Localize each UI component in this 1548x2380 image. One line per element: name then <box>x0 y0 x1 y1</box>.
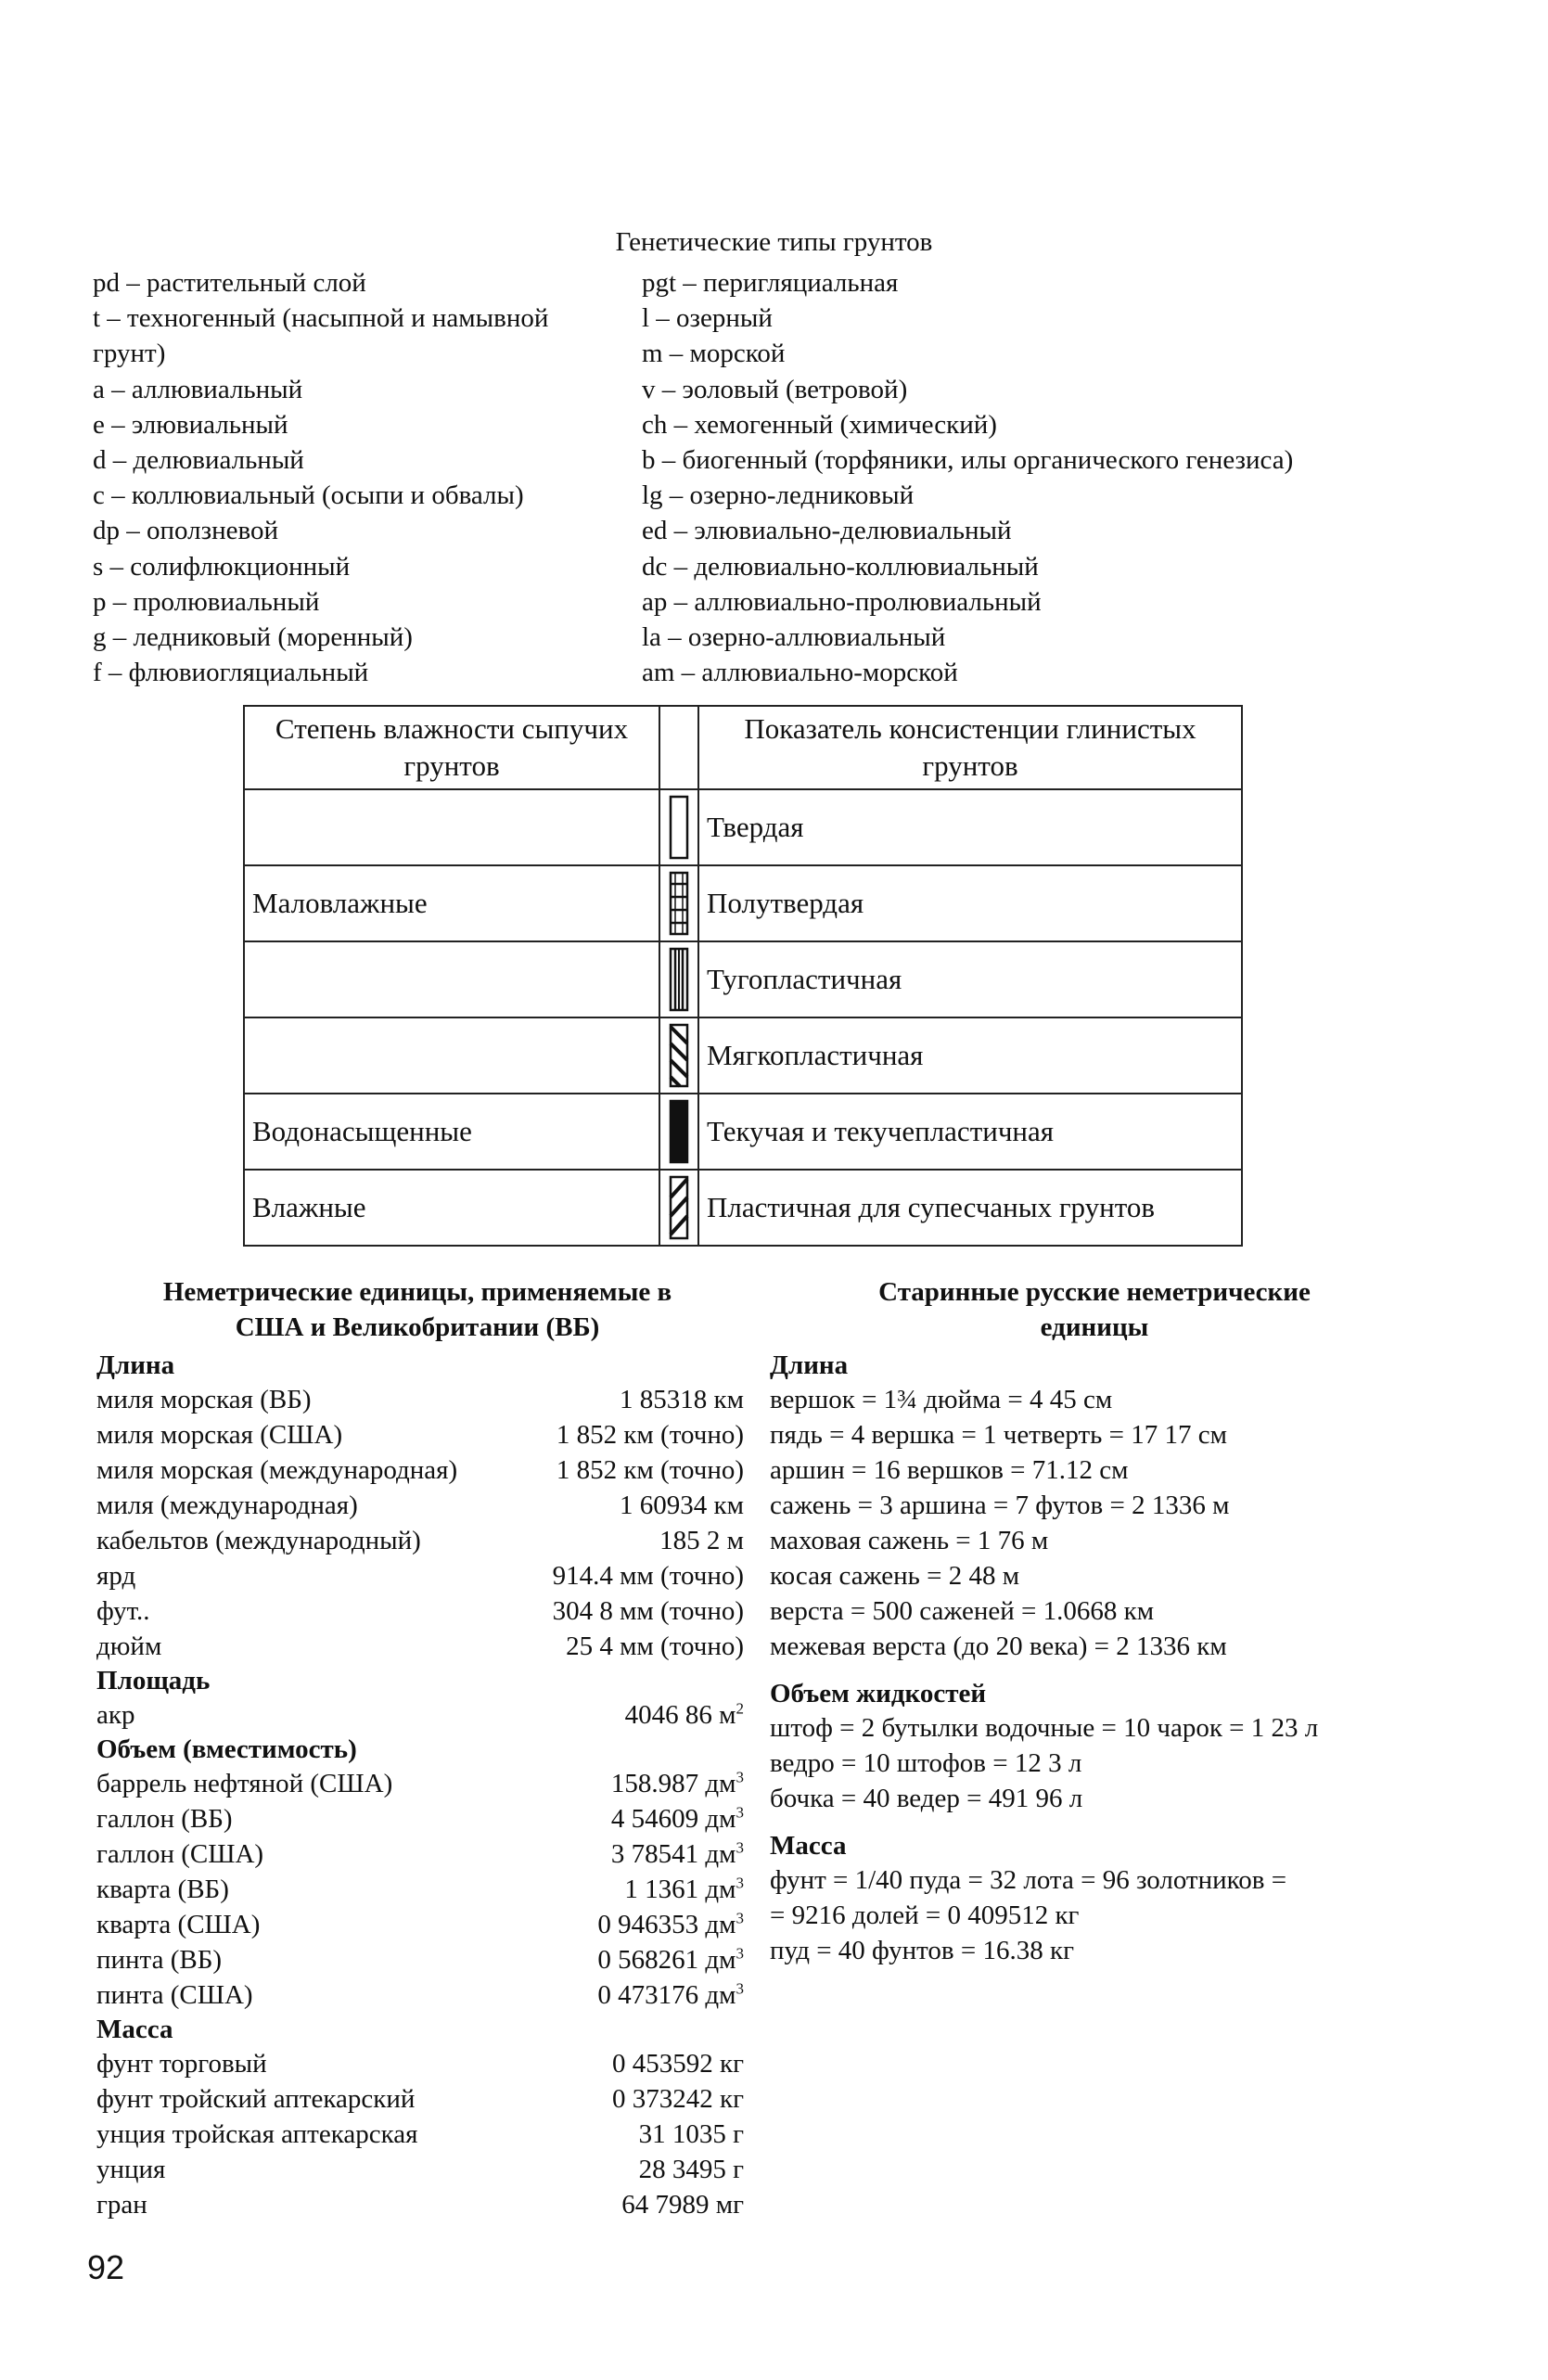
unit-row <box>96 1801 744 1836</box>
unit-line: вершок = 1¾ дюйма = 4 45 см <box>770 1385 1113 1414</box>
moisture-header: Степень влажности сыпучих грунтов <box>244 706 659 789</box>
unit-value: 914.4 мм (точно) <box>552 1561 744 1591</box>
section-heading: Длина <box>96 1350 175 1380</box>
table-row <box>244 1170 1242 1246</box>
unit-line: фунт = 1/40 пуда = 32 лота = 96 золотников = <box>770 1865 1287 1895</box>
unit-line: бочка = 40 ведер = 491 96 л <box>770 1784 1083 1813</box>
unit-value <box>597 1907 744 1942</box>
unit-exponent: 3 <box>736 1909 744 1927</box>
russian-units-title <box>770 1274 1419 1345</box>
unit-label: галлон (ВБ) <box>96 1804 233 1834</box>
unit-label: галлон (США) <box>96 1839 264 1869</box>
section-heading: Масса <box>770 1831 847 1861</box>
symbol-cell <box>659 789 698 865</box>
soil-type-item: t – техногенный (насыпной и намывной <box>93 303 549 334</box>
moisture-cell: Водонасыщенные <box>244 1094 659 1170</box>
us-units-title-line: Неметрические единицы, применяемые в <box>162 1277 672 1307</box>
soil-type-item: d – делювиальный <box>93 445 304 476</box>
table-row <box>244 1017 1242 1094</box>
table-row <box>244 865 1242 941</box>
unit-row <box>96 2117 744 2152</box>
unit-label: гран <box>96 2190 147 2220</box>
unit-value <box>625 1697 744 1733</box>
unit-row <box>96 1452 744 1488</box>
unit-label: кварта (ВБ) <box>96 1875 229 1904</box>
unit-row <box>96 1558 744 1593</box>
unit-exponent: 3 <box>736 1944 744 1963</box>
soil-type-item: s – солифлюкционный <box>93 551 351 582</box>
soil-type-item: v – эоловый (ветровой) <box>642 374 908 404</box>
consistency-cell: Пластичная для супесчаных грунтов <box>698 1170 1242 1246</box>
unit-row <box>96 2152 744 2187</box>
soil-type-item: g – ледниковый (моренный) <box>93 621 413 652</box>
moisture-cell: Влажные <box>244 1170 659 1246</box>
soil-type-item: грунт) <box>93 339 166 369</box>
soil-type-item: la – озерно-аллювиальный <box>642 621 946 652</box>
moisture-cell <box>244 789 659 865</box>
soil-types-left-list <box>93 265 548 690</box>
unit-row <box>96 1382 744 1417</box>
soil-type-item: m – морской <box>642 339 786 369</box>
moisture-consistency-table <box>243 705 1243 1247</box>
unit-line: косая сажень = 2 48 м <box>770 1561 1020 1591</box>
soil-type-item: ap – аллювиально-пролювиальный <box>642 586 1042 617</box>
moisture-cell <box>244 1017 659 1094</box>
soil-type-item: pgt – перигляциальная <box>642 268 899 299</box>
unit-line: пядь = 4 вершка = 1 четверть = 17 17 см <box>770 1420 1227 1450</box>
unit-value-text: 1 1361 дм <box>624 1875 736 1904</box>
russian-units-title-line: Старинные русские неметрические <box>878 1277 1311 1307</box>
unit-label: фунт торговый <box>96 2049 267 2079</box>
unit-label: миля морская (США) <box>96 1420 343 1450</box>
unit-row <box>96 1417 744 1452</box>
soil-types-right-list <box>642 265 1293 690</box>
unit-exponent: 3 <box>736 1803 744 1822</box>
unit-value: 185 2 м <box>659 1526 744 1555</box>
unit-value: 1 85318 км <box>620 1385 744 1414</box>
unit-exponent: 3 <box>736 1874 744 1892</box>
consistency-header: Показатель консистенции глинистых грунтов <box>698 706 1242 789</box>
soil-type-item: lg – озерно-ледниковый <box>642 480 915 511</box>
unit-row <box>96 1836 744 1872</box>
soil-type-item: c – коллювиальный (осыпи и обвалы) <box>93 480 524 511</box>
unit-exponent: 3 <box>736 1979 744 1998</box>
us-units-list <box>96 1349 744 2222</box>
unit-label: миля морская (ВБ) <box>96 1385 312 1414</box>
unit-label: унция тройская аптекарская <box>96 2119 418 2149</box>
unit-row <box>96 1593 744 1629</box>
sandy-plastic-icon <box>669 1175 689 1240</box>
unit-label: дюйм <box>96 1631 162 1661</box>
unit-line: межевая верста (до 20 века) = 2 1336 км <box>770 1631 1227 1661</box>
unit-value <box>597 1942 744 1977</box>
us-units-title-line: США и Великобритании (ВБ) <box>235 1312 600 1342</box>
unit-row <box>96 1523 744 1558</box>
symbol-header <box>659 706 698 789</box>
consistency-cell: Тугопластичная <box>698 941 1242 1017</box>
unit-row <box>96 2081 744 2117</box>
unit-value: 1 852 км (точно) <box>556 1455 744 1485</box>
unit-row <box>96 1697 744 1733</box>
unit-label: баррель нефтяной (США) <box>96 1769 393 1798</box>
unit-value-text: 0 568261 дм <box>597 1945 736 1975</box>
soft-plastic-icon <box>669 1023 689 1088</box>
symbol-cell <box>659 1017 698 1094</box>
unit-value: 1 852 км (точно) <box>556 1420 744 1450</box>
unit-exponent: 3 <box>736 1838 744 1857</box>
unit-value <box>611 1836 744 1872</box>
unit-line: = 9216 долей = 0 409512 кг <box>770 1900 1080 1930</box>
us-units-title <box>93 1274 742 1345</box>
stiff-plastic-icon <box>669 947 689 1012</box>
unit-row <box>96 2187 744 2222</box>
section-heading: Длина <box>770 1350 849 1380</box>
unit-line: верста = 500 саженей = 1.0668 км <box>770 1596 1155 1626</box>
solid-hard-icon <box>669 795 689 860</box>
consistency-cell: Полутвердая <box>698 865 1242 941</box>
unit-value-text: 0 473176 дм <box>597 1980 736 2010</box>
unit-line: штоф = 2 бутылки водочные = 10 чарок = 1 23 л <box>770 1713 1319 1743</box>
moisture-cell: Маловлажные <box>244 865 659 941</box>
unit-value: 304 8 мм (точно) <box>552 1596 744 1626</box>
unit-label: фут.. <box>96 1596 150 1626</box>
unit-label: пинта (ВБ) <box>96 1945 223 1975</box>
unit-row <box>96 1488 744 1523</box>
unit-row <box>96 2046 744 2081</box>
unit-value <box>611 1801 744 1836</box>
unit-value: 28 3495 г <box>638 2155 744 2184</box>
unit-value-text: 3 78541 дм <box>610 1839 736 1869</box>
soil-type-item: ed – элювиально-делювиальный <box>642 516 1012 546</box>
section-heading: Площадь <box>96 1666 211 1695</box>
unit-label: унция <box>96 2155 166 2184</box>
soil-type-item: b – биогенный (торфяники, илы органического генезиса) <box>642 445 1294 476</box>
unit-value: 1 60934 км <box>620 1491 744 1520</box>
russian-units-list <box>770 1349 1318 1968</box>
semi-hard-icon <box>669 871 689 936</box>
unit-row <box>96 1872 744 1907</box>
unit-value-text: 158.987 дм <box>610 1769 736 1798</box>
fluid-icon <box>669 1099 689 1164</box>
unit-label: пинта (США) <box>96 1980 253 2010</box>
unit-value <box>597 1977 744 2013</box>
soil-type-item: dc – делювиально-коллювиальный <box>642 551 1039 582</box>
soil-type-item: f – флювиогляциальный <box>93 658 369 688</box>
page-number: 92 <box>87 2248 125 2286</box>
consistency-cell: Мягкопластичная <box>698 1017 1242 1094</box>
unit-line: пуд = 40 фунтов = 16.38 кг <box>770 1936 1074 1965</box>
table-row <box>244 789 1242 865</box>
unit-value-text: 4 54609 дм <box>610 1804 736 1834</box>
unit-value: 0 373242 кг <box>612 2084 744 2114</box>
unit-value: 31 1035 г <box>638 2119 744 2149</box>
unit-value-text: 0 946353 дм <box>597 1910 736 1939</box>
soil-types-title: Генетические типы грунтов <box>615 227 933 257</box>
unit-value-text: 4046 86 м <box>624 1700 736 1730</box>
symbol-cell <box>659 865 698 941</box>
unit-row <box>96 1907 744 1942</box>
unit-value: 0 453592 кг <box>612 2049 744 2079</box>
soil-type-item: e – элювиальный <box>93 409 288 440</box>
unit-label: кабельтов (международный) <box>96 1526 421 1555</box>
consistency-cell: Текучая и текучепластичная <box>698 1094 1242 1170</box>
unit-line: аршин = 16 вершков = 71.12 см <box>770 1455 1129 1485</box>
soil-type-item: p – пролювиальный <box>93 586 320 617</box>
table-row <box>244 1094 1242 1170</box>
unit-label: миля морская (международная) <box>96 1455 458 1485</box>
soil-type-item: am – аллювиально-морской <box>642 658 958 688</box>
unit-exponent: 3 <box>736 1768 744 1786</box>
soil-type-item: a – аллювиальный <box>93 374 303 404</box>
section-heading: Объем (вместимость) <box>96 1734 357 1764</box>
unit-label: акр <box>96 1700 135 1730</box>
consistency-cell: Твердая <box>698 789 1242 865</box>
unit-label: кварта (США) <box>96 1910 261 1939</box>
unit-exponent: 2 <box>736 1699 744 1718</box>
unit-row <box>96 1766 744 1801</box>
unit-value: 64 7989 мг <box>621 2190 744 2220</box>
soil-type-item: dp – оползневой <box>93 516 278 546</box>
section-heading: Масса <box>96 2015 173 2044</box>
symbol-cell <box>659 941 698 1017</box>
russian-units-title-line: единицы <box>1040 1312 1149 1342</box>
unit-line: ведро = 10 штофов = 12 3 л <box>770 1748 1082 1778</box>
section-heading: Объем жидкостей <box>770 1679 987 1708</box>
unit-row <box>96 1942 744 1977</box>
soil-type-item: ch – хемогенный (химический) <box>642 409 997 440</box>
unit-row <box>96 1977 744 2013</box>
unit-line: сажень = 3 аршина = 7 футов = 2 1336 м <box>770 1491 1230 1520</box>
symbol-cell <box>659 1094 698 1170</box>
unit-line: маховая сажень = 1 76 м <box>770 1526 1049 1555</box>
moisture-cell <box>244 941 659 1017</box>
unit-row <box>96 1629 744 1664</box>
unit-label: фунт тройский аптекарский <box>96 2084 416 2114</box>
unit-value <box>611 1766 744 1801</box>
table-row <box>244 941 1242 1017</box>
unit-label: ярд <box>96 1561 136 1591</box>
soil-type-item: l – озерный <box>642 303 773 334</box>
unit-value: 25 4 мм (точно) <box>566 1631 744 1661</box>
symbol-cell <box>659 1170 698 1246</box>
unit-value <box>624 1872 744 1907</box>
soil-type-item: pd – растительный слой <box>93 268 366 299</box>
unit-label: миля (международная) <box>96 1491 358 1520</box>
